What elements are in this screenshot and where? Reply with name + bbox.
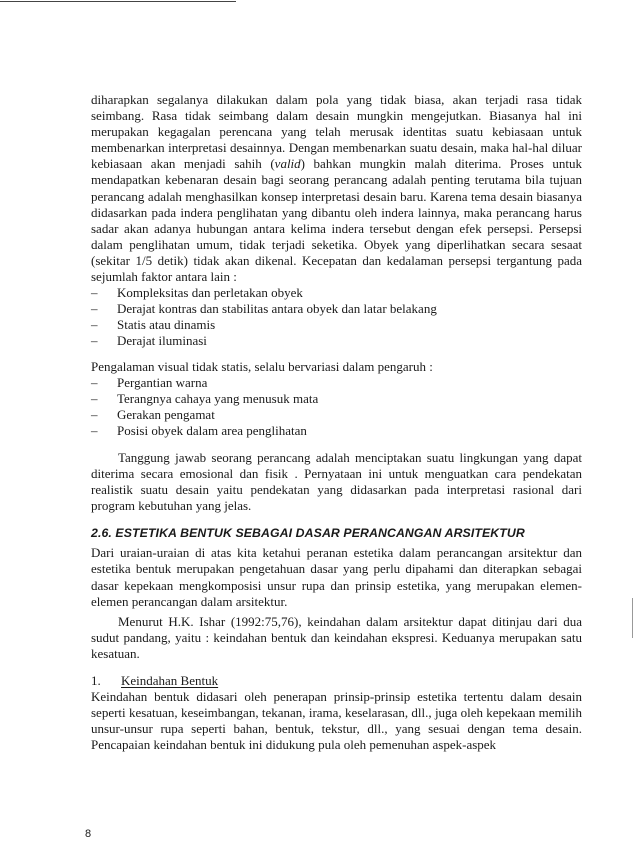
list-item: [91, 407, 582, 423]
section-heading: 2.6. ESTETIKA BENTUK SEBAGAI DASAR PERANCANGAN ARSITEKTUR: [91, 526, 525, 541]
paragraph-form-beauty: [91, 689, 582, 753]
dash-bullet: –: [91, 317, 98, 333]
paragraph-designer-responsibility: Tanggung jawab seorang perancang adalah menciptakan suatu lingkungan yang dapat diterima secara emosional dan fisik . Pernyataan ini untuk menguatkan cara pendekatan realistik suatu desain yaitu pendekatan yang didasarkan pada interpretasi rasional dari program kebutuhan yang jelas.: [91, 449, 582, 514]
list-item-text: Statis atau dinamis: [117, 317, 216, 333]
top-rule: [0, 1, 236, 2]
paragraph-text: ) bahkan mungkin malah diterima. Proses untuk mendapatkan kebenaran desain bagi seorang perancang adalah penting terutama bila tujuan perancang adalah menghasilkan konsep interpretasi desain baru. Karena tema desain biasanya didasarkan pada indera penglihatan yang dibantu oleh indera lainnya, maka perancang harus sadar akan adanya hubungan antara kelima indera tersebut dengan efek persepsi. Persepsi dalam penglihatan umum, tidak terjadi seketika. Obyek yang diperlihatkan secara sesaat (sekitar 1/5 detik) tidak akan dikenal. Kecepatan dan kedalaman persepsi tergantung pada sejumlah faktor antara lain :: [91, 156, 583, 285]
item-title: Keindahan Bentuk: [121, 673, 219, 688]
item-number: 1.: [91, 673, 101, 688]
list-item-text: Posisi obyek dalam area penglihatan: [117, 422, 307, 438]
list-item: [91, 285, 582, 301]
paragraph-text: diharapkan segalanya dilakukan dalam pola yang tidak biasa, akan terjadi rasa tidak seimbang. Rasa tidak seimbang dalam desain mungkin mengejutkan. Biasanya hal ini merupakan kegagalan perencana yang telah merusak identitas suatu kebiasaan untuk membenarkan interpretasi desainnya. Dengan membenarkan suatu desain, maka hal-hal diluar kebiasaan akan menjadi sahih (: [91, 92, 582, 172]
paragraph-design-balance: [91, 92, 582, 285]
list-item: [91, 423, 582, 439]
italic-term: valid: [274, 156, 301, 172]
list-item: [91, 375, 582, 391]
list-item-text: Gerakan pengamat: [117, 406, 215, 422]
scan-edge-mark: [632, 598, 633, 638]
list-item: [91, 301, 582, 317]
spacer: [91, 662, 582, 673]
paragraph-aesthetics-role: Dari uraian-uraian di atas kita ketahui peranan estetika dalam perancangan arsitektur dan estetika bentuk merupakan pengetahuan dasar yang perlu dipahami dan diterapkan sebagai dasar kepekaan mengkomposisi unsur rupa dan prinsip estetika, yang merupakan elemen-elemen perancangan dalam arsitektur.: [91, 545, 582, 609]
dash-bullet: –: [91, 285, 98, 301]
perception-factors-list: [91, 285, 582, 349]
dash-bullet: –: [91, 422, 98, 438]
dash-bullet: –: [91, 333, 98, 349]
paragraph-visual-experience: Pengalaman visual tidak statis, selalu bervariasi dalam pengaruh :: [91, 358, 433, 374]
spacer: [91, 514, 582, 525]
page-body: [91, 92, 582, 753]
dash-bullet: –: [91, 390, 98, 406]
list-item: [91, 391, 582, 407]
spacer: [91, 350, 582, 359]
dash-bullet: –: [91, 374, 98, 390]
list-item: [91, 317, 582, 333]
list-item-text: Derajat iluminasi: [117, 333, 207, 349]
numbered-item-1: [91, 673, 582, 689]
list-item-text: Pergantian warna: [117, 374, 208, 390]
list-item-text: Kompleksitas dan perletakan obyek: [117, 285, 303, 301]
dash-bullet: –: [91, 301, 98, 317]
list-item-text: Derajat kontras dan stabilitas antara obyek dan latar belakang: [117, 301, 437, 317]
spacer: [91, 439, 582, 450]
visual-influences-list: [91, 375, 582, 439]
dash-bullet: –: [91, 406, 98, 422]
list-item: [91, 333, 582, 349]
paragraph-ishar-quote: Menurut H.K. Ishar (1992:75,76), keindahan dalam arsitektur dapat ditinjau dari dua sudut pandang, yaitu : keindahan bentuk dan keindahan ekspresi. Keduanya merupakan satu kesatuan.: [91, 613, 582, 661]
page-number: 8: [85, 828, 92, 840]
paragraph-text: Keindahan bentuk didasari oleh penerapan prinsip-prinsip estetika tertentu dalam desain seperti kesatuan, keseimbangan, tekanan, irama, keselarasan, dll., juga oleh kepekaan memilih unsur-unsur rupa seperti bahan, bentuk, tekstur, dll., yang sesuai dengan tema desain. Pencapaian keindahan bentuk ini didukung pula oleh pemenuhan aspek-aspek: [91, 689, 582, 753]
list-item-text: Terangnya cahaya yang menusuk mata: [117, 390, 319, 406]
